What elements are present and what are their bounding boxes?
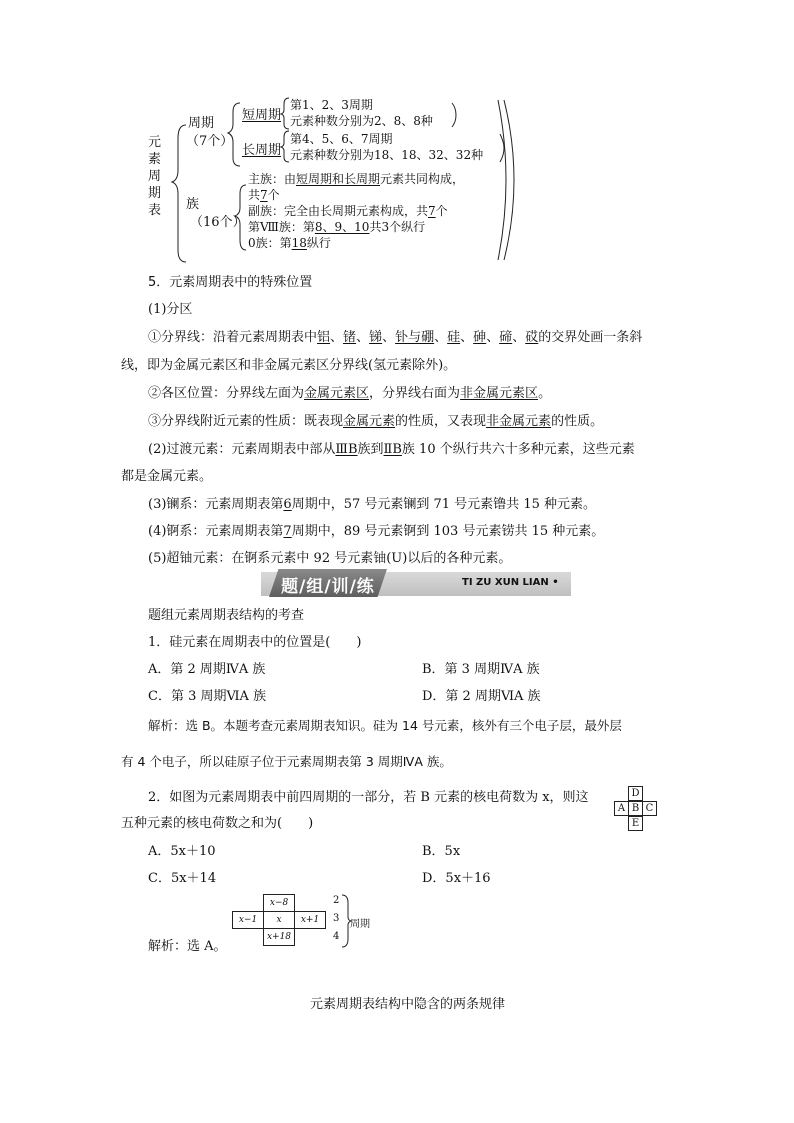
sol-cell-left: x−1 — [232, 911, 264, 929]
sol-cell-right: x+1 — [294, 911, 326, 929]
short-period-line2: 元素种数分别为2、8、8种 — [290, 114, 433, 128]
practice-heading: 题组元素周期表结构的考查 — [148, 608, 305, 623]
q2-option-b: B．5x — [422, 844, 461, 859]
section5-sub1: (1)分区 — [148, 302, 193, 317]
group-count: （16个） — [190, 215, 246, 230]
period-count: （7个） — [186, 134, 234, 149]
question-1: 1．硅元素在周期表中的位置是( ) — [148, 635, 362, 650]
short-period-label: 短周期 — [242, 108, 282, 123]
q2-option-a: A．5x＋10 — [148, 844, 216, 859]
section5-p1-line2: 线，即为金属元素区和非金属元素区分界线(氢元素除外)。 — [121, 358, 457, 373]
period-row-4: 4 — [333, 931, 340, 942]
grid-cell-e: E — [628, 816, 643, 831]
long-period-label: 长周期 — [242, 143, 282, 158]
grid-cell-c: C — [642, 801, 657, 816]
q1-explanation-line2: 有 4 个电子，所以硅原子位于元素周期表第 3 周期ⅣA 族。 — [121, 754, 452, 769]
short-period-line1: 第1、2、3周期 — [290, 98, 373, 112]
q2-explanation: 解析：选 A。 — [148, 939, 227, 954]
section5-heading: 5．元素周期表中的特殊位置 — [148, 275, 313, 290]
grid-cell-d: D — [628, 786, 643, 801]
period-label: 周期 — [188, 116, 215, 131]
grid-cell-a: A — [614, 801, 629, 816]
section5-p4-line1: (2)过渡元素：元素周期表中部从ⅢB族到ⅡB族 10 个纵行共六十多种元素，这些元素 — [148, 442, 635, 457]
period-row-2: 2 — [333, 895, 340, 906]
q1-option-c: C．第 3 周期ⅥA 族 — [148, 689, 267, 704]
q2-option-c: C．5x＋14 — [148, 871, 217, 886]
main-group-line1: 主族：由短周期和长周期元素共同构成， — [248, 172, 465, 186]
sol-cell-bottom: x+18 — [263, 928, 295, 946]
practice-banner-title: 题/组/训/练 — [281, 577, 375, 597]
main-group-line2: 共7个 — [248, 188, 280, 202]
section5-p1-line1: ①分界线：沿着元素周期表中铝、锗、锑、钋与硼、硅、砷、碲、砹的交界处画一条斜 — [148, 330, 643, 345]
grid-cell-b: B — [628, 801, 643, 816]
section5-p6: (4)锕系：元素周期表第7周期中，89 号元素锕到 103 号元素铹共 15 种元素。 — [148, 524, 605, 539]
question-2-line1: 2．如图为元素周期表中前四周期的一部分，若 B 元素的核电荷数为 x，则这 — [148, 790, 589, 805]
section5-p3: ③分界线附近元素的性质：既表现金属元素的性质，又表现非金属元素的性质。 — [148, 414, 604, 429]
practice-banner-subtitle: TI ZU XUN LIAN • — [462, 577, 559, 588]
q1-option-a: A．第 2 周期ⅣA 族 — [148, 662, 266, 677]
sol-cell-top: x−8 — [263, 894, 295, 912]
question-2-line2: 五种元素的核电荷数之和为( ) — [121, 816, 314, 831]
group-label: 族 — [186, 197, 200, 212]
tree-root-label: 元 素 周 期 表 — [148, 135, 162, 218]
brace-lines — [0, 0, 794, 280]
q1-option-d: D．第 2 周期ⅥA 族 — [422, 689, 541, 704]
section5-p4-line2: 都是金属元素。 — [121, 469, 213, 484]
long-period-line1: 第4、5、6、7周期 — [290, 132, 393, 146]
q1-explanation-line1: 解析：选 B。本题考查元素周期表知识。硅为 14 号元素，核外有三个电子层，最外层 — [148, 718, 622, 733]
period-label-text: 周期 — [350, 919, 370, 930]
footer-heading: 元素周期表结构中隐含的两条规律 — [310, 997, 506, 1012]
sub-group-line: 副族：完全由长周期元素构成，共7个 — [248, 204, 448, 218]
section5-p2: ②各区位置：分界线左面为金属元素区，分界线右面为非金属元素区。 — [148, 386, 552, 401]
section5-p5: (3)镧系：元素周期表第6周期中，57 号元素镧到 71 号元素镥共 15 种元素。 — [148, 497, 596, 512]
q2-option-d: D．5x＋16 — [422, 871, 491, 886]
q1-option-b: B．第 3 周期ⅣA 族 — [422, 662, 540, 677]
section5-p7: (5)超铀元素：在锕系元素中 92 号元素铀(U)以后的各种元素。 — [148, 551, 512, 566]
sol-cell-center: x — [263, 911, 295, 929]
period-row-3: 3 — [333, 913, 340, 924]
group-8-line: 第Ⅷ族：第8、9、10共3个纵行 — [248, 220, 426, 234]
long-period-line2: 元素种数分别为18、18、32、32种 — [290, 148, 484, 162]
group-0-line: 0族：第18纵行 — [248, 236, 331, 250]
